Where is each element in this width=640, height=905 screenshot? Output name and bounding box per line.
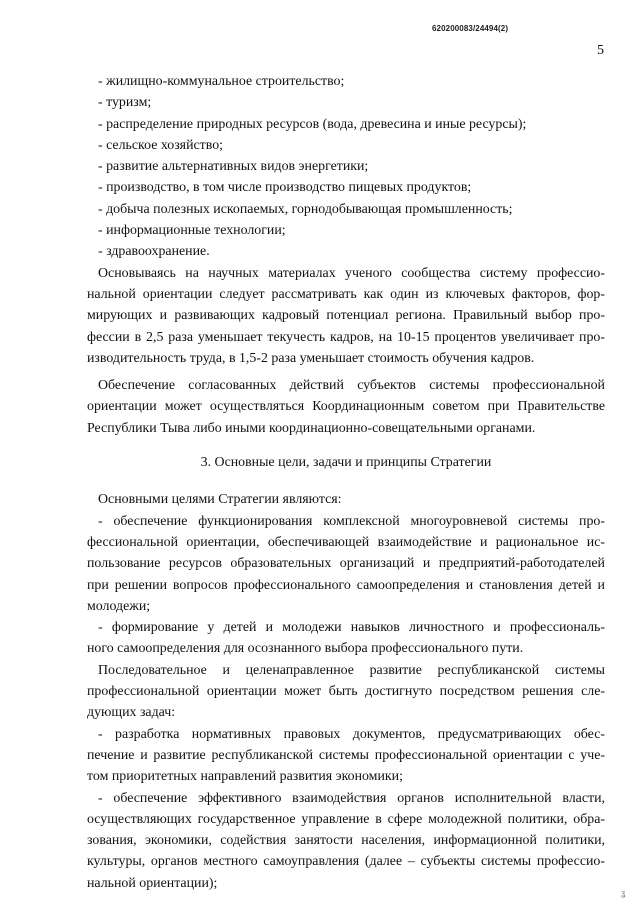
paragraph-line: - формирование у детей и молодежи навыков личностного и профессиональ- xyxy=(98,620,605,636)
paragraph-line: ного самоопределения для осознанного выбора профессионального пути. xyxy=(87,641,524,657)
goal-item-1 xyxy=(87,511,605,617)
paragraph-line: - разработка нормативных правовых документов, предусматривающих обес- xyxy=(98,726,605,742)
tasks-intro xyxy=(87,660,605,724)
paragraph-line: Последовательное и целенаправленное развитие республиканской системы xyxy=(98,662,605,678)
paragraph-career-guidance-factors xyxy=(87,263,605,369)
list-item: - развитие альтернативных видов энергетики; xyxy=(98,159,369,175)
paragraph-line: дующих задач: xyxy=(87,705,176,721)
paragraph-line: - обеспечение функционирования комплексной многоуровневой системы про- xyxy=(98,513,605,529)
paragraph-line: печение и развитие республиканской системы профессиональной ориентации с уче- xyxy=(87,747,605,763)
task-item-1 xyxy=(87,724,605,788)
page-number: 5 xyxy=(597,43,604,58)
paragraph-line: культуры, органов местного самоуправления (далее – субъекты системы профессио- xyxy=(87,854,605,870)
section-heading: 3. Основные цели, задачи и принципы Стратегии xyxy=(200,455,492,471)
paragraph-line: том приоритетных направлений развития экономики; xyxy=(87,769,403,785)
paragraph-line: осуществляющих государственное управление в сфере молодежной политики, обра- xyxy=(87,811,605,827)
paragraph-line: Обеспечение согласованных действий субъектов системы профессиональной xyxy=(98,378,605,394)
list-item: - распределение природных ресурсов (вода, древесина и иные ресурсы); xyxy=(98,116,527,132)
list-item: - информационные технологии; xyxy=(98,223,286,239)
goal-item-2 xyxy=(87,617,605,660)
list-item: - сельское хозяйство; xyxy=(98,137,224,153)
list-item: - производство, в том числе производство пищевых продуктов; xyxy=(98,180,472,196)
goals-intro: Основными целями Стратегии являются: xyxy=(98,492,342,508)
paragraph-line: изводительность труда, в 1,5-2 раза уменьшает стоимость обучения кадров. xyxy=(87,350,535,366)
paragraph-line: Республики Тыва либо иными координационно-совещательными органами. xyxy=(87,420,536,436)
list-item: - добыча полезных ископаемых, горнодобывающая промышленность; xyxy=(98,201,513,217)
paragraph-line: - обеспечение эффективного взаимодействия органов исполнительной власти, xyxy=(98,790,605,806)
industry-list xyxy=(87,71,605,263)
document-registration-number: 620200083/24494(2) xyxy=(432,24,509,33)
task-item-2 xyxy=(87,788,605,894)
document-body xyxy=(87,71,605,894)
paragraph-line: пользование ресурсов образовательных организаций и предприятий-работодателей xyxy=(87,556,605,572)
list-item: - туризм; xyxy=(98,95,152,111)
paragraph-line: при решении вопросов профессионального самоопределения и становления детей и xyxy=(87,577,605,593)
paragraph-coordination xyxy=(87,375,605,439)
list-item: - жилищно-коммунальное строительство; xyxy=(98,74,345,89)
paragraph-line: зования, экономики, содействия занятости населения, информационной политики, xyxy=(87,833,605,849)
list-item: - здравоохранение. xyxy=(98,244,210,260)
paragraph-line: нальной ориентации); xyxy=(87,875,218,891)
scan-mark: ʓ xyxy=(621,889,626,898)
paragraph-line: молодежи; xyxy=(87,598,151,614)
paragraph-line: Основываясь на научных материалах ученого сообщества систему профессио- xyxy=(98,265,605,281)
paragraph-line: ориентации может осуществляться Координационным советом при Правительстве xyxy=(87,399,605,415)
paragraph-line: фессиональной ориентации, обеспечивающей взаимодействие и рациональное ис- xyxy=(87,534,605,550)
paragraph-line: мирующих и развивающих кадровый потенциал региона. Правильный выбор про- xyxy=(87,308,605,324)
paragraph-line: фессии в 2,5 раза уменьшает текучесть кадров, на 10-15 процентов увеличивает про- xyxy=(87,329,605,345)
paragraph-line: профессиональной ориентации может быть достигнуто посредством решения сле- xyxy=(87,684,605,700)
paragraph-line: нальной ориентации следует рассматривать как один из ключевых факторов, фор- xyxy=(87,286,605,302)
